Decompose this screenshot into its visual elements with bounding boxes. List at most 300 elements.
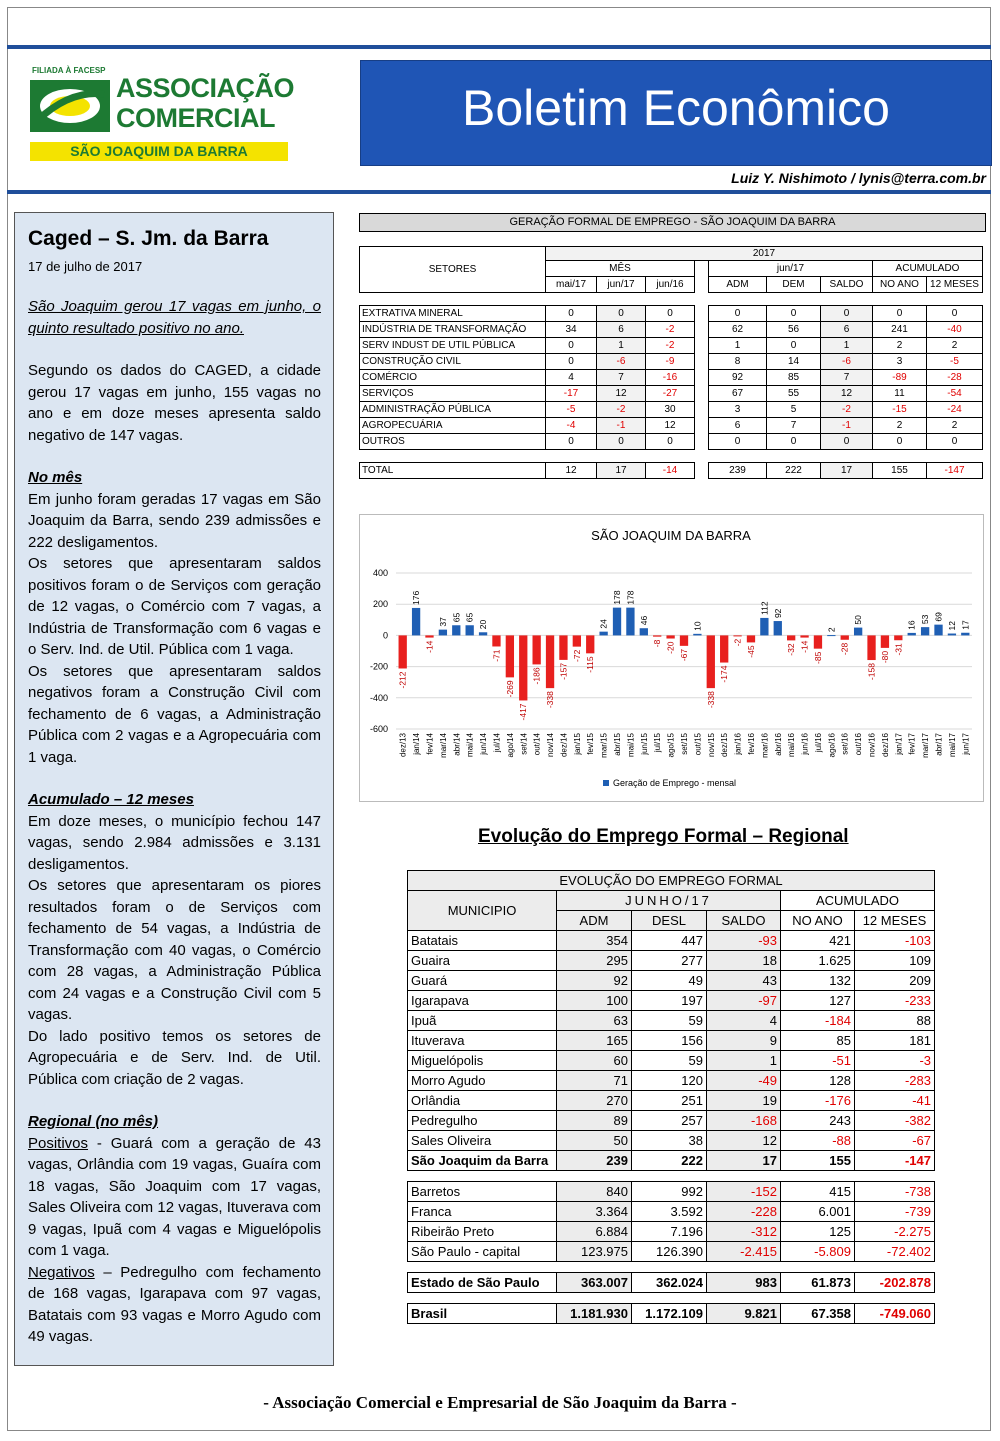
municipio-name: Pedregulho (408, 1111, 557, 1131)
table-cell: 1.625 (781, 951, 855, 971)
data-label: 178 (612, 590, 623, 605)
table-cell: 34 (546, 322, 597, 338)
table-cell: 354 (557, 931, 632, 951)
table-cell: 67.358 (781, 1304, 855, 1324)
table-cell: 56 (767, 322, 821, 338)
sector-name: AGROPECUÁRIA (360, 418, 546, 434)
table-cell: 0 (646, 434, 695, 450)
table-cell: -40 (927, 322, 983, 338)
y-tick-label: 0 (382, 630, 388, 641)
chart-bar (760, 618, 768, 635)
table-cell: 60 (557, 1051, 632, 1071)
table-cell: -738 (855, 1182, 935, 1202)
chart-bar (506, 635, 514, 677)
x-tick-label: jun/17 (961, 733, 971, 755)
chart-bar (774, 621, 782, 635)
table-cell: 12 (597, 386, 646, 402)
chart-bar (867, 635, 875, 660)
chart-bar (439, 630, 447, 636)
table-row (408, 1222, 935, 1242)
table-cell: 243 (781, 1111, 855, 1131)
table-cell: 421 (781, 931, 855, 951)
municipio-name: Miguelópolis (408, 1051, 557, 1071)
table-cell: 6 (821, 322, 873, 338)
table-cell: 17 (597, 463, 646, 479)
municipio-name: Estado de São Paulo (408, 1273, 557, 1293)
table-cell: -147 (927, 463, 983, 479)
data-label: -174 (719, 665, 730, 683)
regional-table (407, 870, 935, 1324)
x-tick-label: jun/15 (639, 733, 649, 755)
table-cell: 222 (767, 463, 821, 479)
x-tick-label: fev/15 (586, 733, 596, 755)
table-row (360, 354, 983, 370)
table-row (408, 1242, 935, 1262)
table-cell: -233 (855, 991, 935, 1011)
table-cell: -2 (646, 338, 695, 354)
sector-name: COMÉRCIO (360, 370, 546, 386)
table-cell: 123.975 (557, 1242, 632, 1262)
table-cell: 19 (707, 1091, 781, 1111)
table-cell: -24 (927, 402, 983, 418)
article-paragraph: Segundo os dados do CAGED, a cidade gerou 17 vagas em junho, 155 vagas no ano e em doze meses apresenta saldo negativo de 147 vagas. (28, 362, 321, 444)
table-row (408, 1111, 935, 1131)
article-paragraph: Os setores que apresentaram os piores resultados foram o de Serviços com fechamento de 54 vagas, a Indústria de Transformação com 40 vagas, o Comércio com 28 vagas, a Administração Pública com 24 vagas e a Construção Civil com 5 vagas. (28, 877, 321, 1023)
table-row (360, 418, 983, 434)
section-heading-regional: Regional (no mês) (28, 1113, 159, 1130)
table-cell: 3 (873, 354, 927, 370)
table-cell: -1 (821, 418, 873, 434)
article-panel (14, 212, 334, 1366)
data-label: -32 (786, 643, 797, 656)
data-label: 46 (638, 615, 649, 626)
column-header: ADM (557, 911, 632, 931)
chart-bar (519, 635, 527, 700)
table-row (360, 338, 983, 354)
table-row (408, 1202, 935, 1222)
table-cell: -27 (646, 386, 695, 402)
article-paragraph: Os setores que apresentaram saldos negativos foram a Construção Civil com fechamento de 6 vagas, a Administração Pública com 2 vagas e a Agropecuária com 1 vaga. (28, 662, 321, 766)
table-cell: 67 (709, 386, 767, 402)
table-cell: 2 (873, 338, 927, 354)
table-cell: -14 (646, 463, 695, 479)
table-row (408, 991, 935, 1011)
table-cell: 3.364 (557, 1202, 632, 1222)
municipio-name: Franca (408, 1202, 557, 1222)
legend-label: Geração de Emprego - mensal (613, 778, 737, 788)
sector-table-title: GERAÇÃO FORMAL DE EMPREGO - SÃO JOAQUIM DA BARRA (359, 213, 986, 232)
municipio-name: Ituverava (408, 1031, 557, 1051)
chart-bar (787, 635, 795, 640)
table-cell: -5.809 (781, 1242, 855, 1262)
table-row (408, 1011, 935, 1031)
x-tick-label: jan/17 (894, 733, 904, 755)
table-cell: -5 (927, 354, 983, 370)
regional-title: Evolução do Emprego Formal – Regional (478, 826, 849, 847)
section-heading-acumulado: Acumulado – 12 meses (28, 791, 194, 808)
logo-line3: SÃO JOAQUIM DA BARRA (30, 142, 288, 161)
article-paragraph: Os setores que apresentaram saldos positivos foram o de Serviços com geração de 12 vagas, o Comércio com 7 vagas, a Indústria de Transformação com 6 vagas e o Serv. Ind. de Util. Pública com 1 vaga. (28, 555, 321, 658)
table-cell: 17 (821, 463, 873, 479)
data-label: 65 (451, 612, 462, 623)
x-tick-label: mar/15 (599, 733, 609, 758)
total-row (360, 463, 983, 479)
table-cell: 59 (632, 1051, 707, 1071)
table-cell: -9 (646, 354, 695, 370)
page-title: Boletim Econômico (462, 80, 890, 136)
header-rule (7, 190, 991, 194)
x-tick-label: out/14 (532, 733, 542, 756)
chart-bar (425, 635, 433, 637)
table-cell: 0 (821, 434, 873, 450)
table-cell: -6 (821, 354, 873, 370)
table-cell: 415 (781, 1182, 855, 1202)
data-label: 176 (411, 590, 422, 605)
table-cell: -49 (707, 1071, 781, 1091)
table-cell: 11 (873, 386, 927, 402)
chart-bar (948, 634, 956, 636)
data-label: -72 (571, 649, 582, 662)
chart-bar (586, 635, 594, 653)
x-tick-label: dez/15 (720, 733, 730, 758)
table-cell: -28 (927, 370, 983, 386)
chart-bar (800, 635, 808, 637)
x-tick-label: jan/14 (412, 733, 422, 755)
chart-bar (881, 635, 889, 647)
data-label: 12 (946, 621, 957, 631)
table-cell: 5 (767, 402, 821, 418)
data-label: 92 (772, 608, 783, 619)
table-cell: -6 (597, 354, 646, 370)
table-cell: -103 (855, 931, 935, 951)
table-cell: -176 (781, 1091, 855, 1111)
table-cell: 155 (781, 1151, 855, 1171)
data-label: -80 (879, 650, 890, 664)
sector-name: CONSTRUÇÃO CIVIL (360, 354, 546, 370)
table-cell: -147 (855, 1151, 935, 1171)
data-label: 10 (692, 621, 703, 631)
table-cell: 89 (557, 1111, 632, 1131)
x-tick-label: fev/17 (907, 733, 917, 755)
chart-bar (532, 635, 540, 664)
x-tick-label: jun/14 (479, 733, 489, 755)
table-cell: 447 (632, 931, 707, 951)
table-cell: 0 (597, 434, 646, 450)
table-cell: 1 (597, 338, 646, 354)
table-cell: 3.592 (632, 1202, 707, 1222)
table-cell: -3 (855, 1051, 935, 1071)
table-cell: -54 (927, 386, 983, 402)
y-tick-label: -400 (369, 692, 388, 703)
table-cell: 1 (709, 338, 767, 354)
table-cell: -2 (821, 402, 873, 418)
table-row (408, 1182, 935, 1202)
x-tick-label: jul/16 (813, 733, 823, 753)
table-cell: 92 (557, 971, 632, 991)
table-row (408, 931, 935, 951)
table-row (408, 1031, 935, 1051)
data-label: -8 (652, 639, 663, 648)
data-label: -338 (705, 691, 716, 709)
chart-bar (934, 625, 942, 636)
table-cell: 62 (709, 322, 767, 338)
x-tick-label: ago/15 (666, 733, 676, 758)
column-header: DEM (767, 277, 821, 293)
data-label: 37 (437, 617, 448, 627)
table-cell: 7 (821, 370, 873, 386)
y-tick-label: -600 (369, 724, 388, 734)
x-tick-label: out/15 (693, 733, 703, 756)
data-label: -269 (504, 680, 515, 698)
table-cell: 0 (546, 354, 597, 370)
data-label: 16 (906, 620, 917, 630)
y-tick-label: -200 (369, 661, 388, 672)
negativos-label: Negativos (28, 1263, 95, 1281)
section-heading-mes: No mês (28, 469, 83, 486)
chart-bar (707, 635, 715, 688)
x-tick-label: abr/15 (613, 733, 623, 756)
table-cell: 0 (821, 306, 873, 322)
municipio-name: Ribeirão Preto (408, 1222, 557, 1242)
table-cell: 100 (557, 991, 632, 1011)
sector-name: SERV INDUST DE UTIL PÚBLICA (360, 338, 546, 354)
data-label: -85 (812, 651, 823, 664)
sector-table (359, 246, 983, 479)
column-header: ADM (709, 277, 767, 293)
x-tick-label: abr/14 (452, 733, 462, 756)
table-row (360, 402, 983, 418)
table-cell: 38 (632, 1131, 707, 1151)
table-cell: 239 (557, 1151, 632, 1171)
positivos-text: - Guará com a geração de 43 vagas, Orlândia com 19 vagas, Guaíra com 18 vagas, São Joaquim com 17 vagas, Sales Oliveira com 12 vagas, Ituverava com 9 vagas, Ipuã com 4 vagas e Miguelópolis com 1 vaga. (28, 1134, 321, 1259)
chart-bar (961, 633, 969, 636)
chart-bar (841, 635, 849, 639)
x-tick-label: mar/17 (921, 733, 931, 758)
x-tick-label: out/16 (854, 733, 864, 756)
x-tick-label: ago/16 (827, 733, 837, 758)
x-tick-label: nov/16 (867, 733, 877, 758)
column-header: DESL (632, 911, 707, 931)
data-label: -67 (679, 648, 689, 662)
table-cell: 127 (781, 991, 855, 1011)
data-label: 24 (598, 619, 609, 629)
chart-bar (653, 635, 661, 636)
municipio-name: Morro Agudo (408, 1071, 557, 1091)
table-cell: 0 (767, 434, 821, 450)
setores-header: SETORES (360, 247, 546, 293)
table-cell: 2 (873, 418, 927, 434)
table-cell: -88 (781, 1131, 855, 1151)
table-cell: 155 (873, 463, 927, 479)
data-label: -186 (531, 667, 542, 685)
data-label: -28 (839, 642, 850, 656)
table-cell: 3 (709, 402, 767, 418)
table-row (408, 1051, 935, 1071)
column-header: SALDO (707, 911, 781, 931)
table-cell: -2.275 (855, 1222, 935, 1242)
municipio-name: Orlândia (408, 1091, 557, 1111)
chart-bar (479, 632, 487, 635)
footer: - Associação Comercial e Empresarial de São Joaquim da Barra - (263, 1393, 737, 1412)
sector-name: SERVIÇOS (360, 386, 546, 402)
data-label: -2 (732, 638, 743, 647)
x-tick-label: dez/16 (880, 733, 890, 758)
table-cell: 197 (632, 991, 707, 1011)
article-paragraph-negativos (28, 1262, 321, 1348)
table-cell: 270 (557, 1091, 632, 1111)
acumulado-header: ACUMULADO (873, 261, 983, 277)
title-banner (360, 60, 992, 166)
chart-bar (613, 608, 621, 636)
chart-bar (399, 635, 407, 668)
table-cell: 88 (855, 1011, 935, 1031)
x-tick-label: mai/17 (947, 733, 957, 758)
table-cell: -2 (646, 322, 695, 338)
column-header: NO ANO (873, 277, 927, 293)
x-tick-label: fev/16 (746, 733, 756, 755)
table-cell: -72.402 (855, 1242, 935, 1262)
table-cell: -283 (855, 1071, 935, 1091)
data-label: 69 (933, 612, 944, 622)
table-cell: -184 (781, 1011, 855, 1031)
data-label: 53 (920, 614, 931, 625)
table-cell: 222 (632, 1151, 707, 1171)
x-tick-label: mai/14 (465, 733, 475, 758)
sector-name: TOTAL (360, 463, 546, 479)
table-cell: -168 (707, 1111, 781, 1131)
chart-bar (733, 635, 741, 636)
x-tick-label: set/15 (680, 733, 689, 755)
chart-bar (452, 625, 460, 635)
data-label: 2 (826, 627, 837, 633)
municipio-name: São Joaquim da Barra (408, 1151, 557, 1171)
column-header: jun/16 (646, 277, 695, 293)
municipio-name: Igarapava (408, 991, 557, 1011)
table-cell: 2 (927, 338, 983, 354)
x-tick-label: jun/16 (800, 733, 810, 755)
x-tick-label: mai/16 (787, 733, 797, 758)
table-cell: -97 (707, 991, 781, 1011)
table-row (360, 370, 983, 386)
table-cell: 109 (855, 951, 935, 971)
chart-bar (573, 635, 581, 646)
table-cell: 17 (707, 1151, 781, 1171)
table-cell: -312 (707, 1222, 781, 1242)
logo-filiada: FILIADA À FACESP (32, 66, 106, 75)
table-cell: -93 (707, 931, 781, 951)
table-cell: 0 (767, 306, 821, 322)
table-cell: 0 (927, 306, 983, 322)
chart-bar (854, 628, 862, 636)
municipio-header: MUNICIPIO (408, 891, 557, 931)
table-cell: 125 (781, 1222, 855, 1242)
table-cell: 7 (597, 370, 646, 386)
table-cell: 85 (781, 1031, 855, 1051)
top-rule (7, 45, 991, 49)
table-row (360, 306, 983, 322)
article-paragraph: Do lado positivo temos os setores de Agropecuária e de Serv. Ind. de Util. Pública com criação de 2 vagas. (28, 1027, 321, 1088)
regional-table-title: EVOLUÇÃO DO EMPREGO FORMAL (408, 871, 935, 891)
table-cell: -16 (646, 370, 695, 386)
legend-swatch (603, 780, 609, 786)
logo (28, 66, 295, 162)
table-cell: 983 (707, 1273, 781, 1293)
data-label: -417 (518, 703, 529, 721)
table-row (408, 1304, 935, 1324)
table-cell: 128 (781, 1071, 855, 1091)
municipio-name: São Paulo - capital (408, 1242, 557, 1262)
table-cell: 156 (632, 1031, 707, 1051)
table-cell: 6 (709, 418, 767, 434)
table-row (408, 1071, 935, 1091)
table-cell: 6 (597, 322, 646, 338)
chart-bar (908, 633, 916, 635)
x-tick-label: ago/14 (505, 733, 515, 758)
municipio-name: Barretos (408, 1182, 557, 1202)
data-label: -14 (799, 640, 810, 653)
table-cell: 59 (632, 1011, 707, 1031)
x-tick-label: set/16 (840, 733, 850, 755)
column-header: SALDO (821, 277, 873, 293)
table-cell: 6.884 (557, 1222, 632, 1242)
data-label: -212 (397, 671, 408, 689)
table-cell: 6.001 (781, 1202, 855, 1222)
table-cell: -89 (873, 370, 927, 386)
chart-bar (626, 608, 634, 636)
period-header: JUNHO/17 (557, 891, 781, 911)
article-paragraph: Em doze meses, o município fechou 147 vagas, sendo 2.984 admissões e 3.131 desligamentos. (28, 812, 321, 873)
table-cell: 120 (632, 1071, 707, 1091)
chart-bar (921, 627, 929, 635)
table-cell: -5 (546, 402, 597, 418)
table-cell: 49 (632, 971, 707, 991)
table-cell: 0 (767, 338, 821, 354)
table-cell: 0 (546, 338, 597, 354)
article-title: Caged – S. Jm. da Barra (28, 227, 269, 250)
table-cell: -2.415 (707, 1242, 781, 1262)
municipio-name: Batatais (408, 931, 557, 951)
table-cell: -202.878 (855, 1273, 935, 1293)
employment-chart (359, 514, 984, 802)
x-tick-label: abr/16 (773, 733, 783, 756)
article-date: 17 de julho de 2017 (28, 259, 143, 274)
table-cell: 18 (707, 951, 781, 971)
table-row (360, 434, 983, 450)
sector-name: EXTRATIVA MINERAL (360, 306, 546, 322)
municipio-name: Guaira (408, 951, 557, 971)
table-cell: 7.196 (632, 1222, 707, 1242)
x-tick-label: dez/14 (559, 733, 569, 758)
table-cell: 277 (632, 951, 707, 971)
data-label: -115 (585, 656, 596, 673)
y-tick-label: 400 (372, 568, 388, 578)
table-cell: -17 (546, 386, 597, 402)
chart-svg (360, 515, 983, 801)
table-cell: 1.172.109 (632, 1304, 707, 1324)
column-header: jun/17 (597, 277, 646, 293)
x-tick-label: mai/15 (626, 733, 636, 758)
table-cell: 12 (707, 1131, 781, 1151)
column-header: NO ANO (781, 911, 855, 931)
table-cell: -4 (546, 418, 597, 434)
data-label: 20 (478, 619, 489, 630)
table-row (408, 1273, 935, 1293)
table-cell: 50 (557, 1131, 632, 1151)
x-tick-label: nov/15 (706, 733, 716, 758)
chart-bar (680, 635, 688, 645)
table-cell: 241 (873, 322, 927, 338)
chart-bar (546, 635, 554, 688)
